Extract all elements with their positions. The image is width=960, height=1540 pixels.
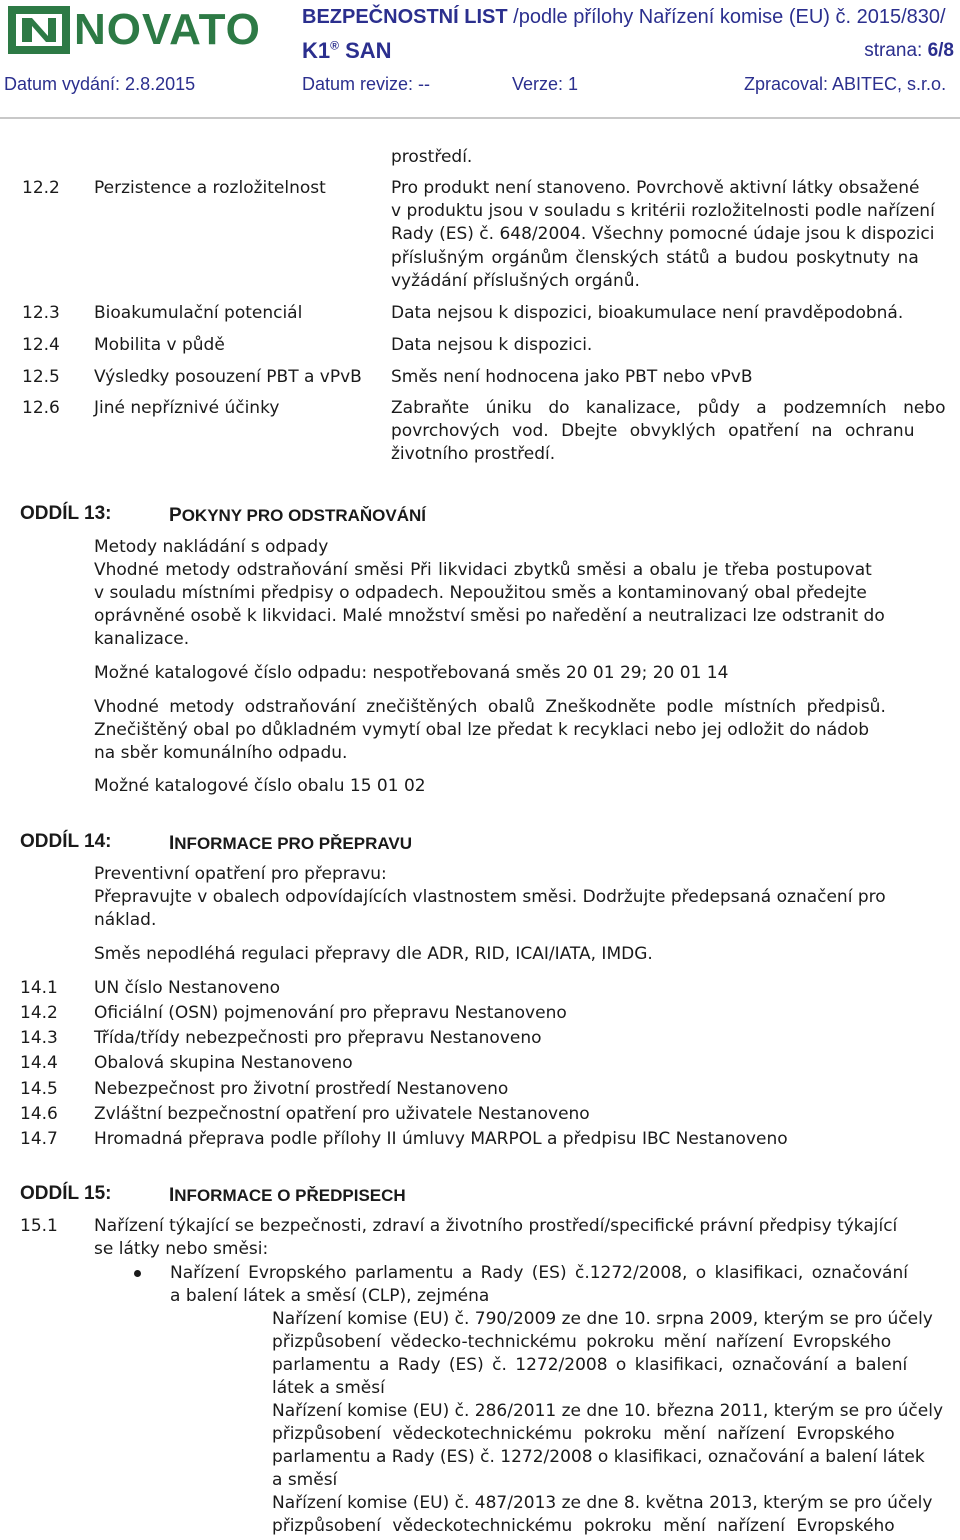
list-item-num: 14.2 (20, 1003, 58, 1023)
list-item: Obalová skupina Nestanoveno (94, 1053, 353, 1073)
regulation-line: parlamentu a Rady (ES) č. 1272/2008 o klasifikaci, označování a balení látek (272, 1447, 925, 1467)
section15-heading: ODDÍL 15: (20, 1183, 112, 1204)
row-12-4-num: 12.4 (22, 335, 60, 355)
novato-logo (8, 4, 293, 58)
section14-p1-line: Přepravujte v obalech odpovídajících vlastnostem směsi. Dodržujte předepsaná označení pro (94, 887, 886, 907)
section13-p1-line: oprávněné osobě k likvidaci. Malé množství směsi po naředění a neutralizaci lze odstranit do (94, 606, 885, 626)
list-item: UN číslo Nestanoveno (94, 978, 281, 998)
section15-bullet-line: a balení látek a směsí (CLP), zejména (170, 1286, 490, 1306)
row-12-5-line: Směs není hodnocena jako PBT nebo vPvB (391, 367, 753, 387)
row-12-2-line: v produktu jsou v souladu s kritérii rozložitelnosti podle nařízení (391, 201, 935, 221)
page-number (864, 40, 954, 62)
logo-text: NOVATO (74, 5, 261, 54)
regulation-line: Nařízení komise (EU) č. 487/2013 ze dne 8. května 2013, kterým se pro účely (272, 1493, 933, 1513)
list-item: Zvláštní bezpečnostní opatření pro uživatele Nestanoveno (94, 1104, 590, 1124)
row-12-2-num: 12.2 (22, 178, 60, 198)
section13-p4: Možné katalogové číslo obalu 15 01 02 (94, 776, 426, 796)
list-item-num: 14.7 (20, 1129, 58, 1149)
list-item: Třída/třídy nebezpečnosti pro přepravu Nestanoveno (94, 1028, 542, 1048)
list-item: Hromadná přeprava podle přílohy II úmluvy MARPOL a předpisu IBC Nestanoveno (94, 1129, 788, 1149)
regulation-line: přizpůsobení vědeckotechnickému pokroku mění nařízení Evropského (272, 1516, 895, 1536)
regulation-line: a směsí (272, 1470, 338, 1490)
list-item-num: 14.3 (20, 1028, 58, 1048)
header-divider (0, 117, 960, 119)
section13-p3-line: Znečištěný obal po důkladném vymytí obal lze předat k recyklaci nebo jej odložit do nádob (94, 720, 870, 740)
row-12-2-line: Rady (ES) č. 648/2004. Všechny pomocné údaje jsou k dispozici (391, 224, 935, 244)
list-item: Nebezpečnost pro životní prostředí Nestanoveno (94, 1079, 509, 1099)
prepared-by: Zpracoval: ABITEC, s.r.o. (744, 74, 947, 94)
row-12-2-line: Pro produkt není stanoveno. Povrchově aktivní látky obsažené (391, 178, 920, 198)
row-12-6-line: Zabraňte úniku do kanalizace, půdy a podzemních nebo (391, 398, 946, 418)
section15-bullet-line: Nařízení Evropského parlamentu a Rady (ES) č.1272/2008, o klasifikaci, označování (170, 1263, 908, 1283)
section13-p1-line: kanalizace. (94, 629, 190, 649)
title-subtitle: /podle přílohy Nařízení komise (EU) č. 2015/830/ (513, 6, 946, 28)
section14-heading: ODDÍL 14: (20, 831, 112, 852)
title-main: BEZPEČNOSTNÍ LIST (302, 6, 508, 28)
row-12-5-label: Výsledky posouzení PBT a vPvB (94, 367, 362, 387)
section13-p1-title: Metody nakládání s odpady (94, 537, 329, 557)
row-12-4-label: Mobilita v půdě (94, 335, 225, 355)
novato-logo-mark-icon (8, 6, 70, 54)
list-item-num: 14.1 (20, 978, 58, 998)
page-value: 6/8 (927, 40, 954, 61)
section13-p1-line: v souladu místními předpisy o odpadech. Nepoužitou směs a kontaminovaný obal předejte (94, 583, 867, 603)
page-label: strana: (864, 40, 923, 61)
row-12-4-line: Data nejsou k dispozici. (391, 335, 593, 355)
section13-p3-line: na sběr komunálního odpadu. (94, 743, 348, 763)
document-header (0, 0, 960, 120)
product-suffix: SAN (345, 38, 392, 63)
regulation-line: přizpůsobení vědecko-technickému pokroku mění nařízení Evropského (272, 1332, 892, 1352)
section15-intro-line: Nařízení týkající se bezpečnosti, zdraví a životního prostředí/specifické právní předpisy týkající (94, 1216, 898, 1236)
list-item: Oficiální (OSN) pojmenování pro přepravu Nestanoveno (94, 1003, 567, 1023)
row-12-2-label: Perzistence a rozložitelnost (94, 178, 326, 198)
list-item-num: 14.4 (20, 1053, 58, 1073)
section13-title: POKYNY PRO ODSTRAŇOVÁNÍ (169, 505, 427, 526)
section15-intro-line: se látky nebo směsi: (94, 1239, 269, 1259)
section15-num: 15.1 (20, 1216, 58, 1236)
section14-p1-line: náklad. (94, 910, 157, 930)
section14-p1-title: Preventivní opatření pro přepravu: (94, 864, 387, 884)
section13-p2: Možné katalogové číslo odpadu: nespotřebovaná směs 20 01 29; 20 01 14 (94, 663, 729, 683)
section12-cont-text: prostředí. (391, 147, 473, 167)
registered-mark-icon: ® (330, 38, 339, 53)
row-12-3-line: Data nejsou k dispozici, bioakumulace není pravděpodobná. (391, 303, 904, 323)
issue-date: Datum vydání: 2.8.2015 (4, 74, 196, 94)
revision-date: Datum revize: -- (302, 74, 431, 94)
product-name (302, 38, 392, 64)
product-code: K1 (302, 38, 331, 63)
version: Verze: 1 (512, 74, 579, 94)
section15-title: INFORMACE O PŘEDPISECH (169, 1185, 406, 1206)
row-12-2-line: příslušným orgánům členských států a budou poskytnuty na (391, 248, 919, 268)
bullet-icon (134, 1270, 141, 1277)
regulation-line: přizpůsobení vědeckotechnickému pokroku mění nařízení Evropského (272, 1424, 895, 1444)
list-item-num: 14.6 (20, 1104, 58, 1124)
regulation-line: látek a směsí (272, 1378, 385, 1398)
section13-heading: ODDÍL 13: (20, 503, 112, 524)
row-12-6-line: životního prostředí. (391, 444, 556, 464)
row-12-3-num: 12.3 (22, 303, 60, 323)
row-12-6-label: Jiné nepříznivé účinky (94, 398, 280, 418)
section14-title: INFORMACE PRO PŘEPRAVU (169, 833, 412, 854)
document-title (302, 4, 946, 30)
regulation-line: Nařízení komise (EU) č. 790/2009 ze dne 10. srpna 2009, kterým se pro účely (272, 1309, 933, 1329)
regulation-line: Nařízení komise (EU) č. 286/2011 ze dne 10. března 2011, kterým se pro účely (272, 1401, 944, 1421)
regulation-line: parlamentu a Rady (ES) č. 1272/2008 o klasifikaci, označování a balení (272, 1355, 908, 1375)
section13-p1-line: Vhodné metody odstraňování směsi Při likvidaci zbytků směsi a obalu je třeba postupovat (94, 560, 872, 580)
row-12-3-label: Bioakumulační potenciál (94, 303, 303, 323)
section14-p2: Směs nepodléhá regulaci přepravy dle ADR, RID, ICAI/IATA, IMDG. (94, 944, 653, 964)
row-12-6-line: povrchových vod. Dbejte obvyklých opatření na ochranu (391, 421, 915, 441)
row-12-6-num: 12.6 (22, 398, 60, 418)
section13-p3-line: Vhodné metody odstraňování znečištěných obalů Zneškodněte podle místních předpisů. (94, 697, 886, 717)
row-12-5-num: 12.5 (22, 367, 60, 387)
row-12-2-line: vyžádání příslušných orgánů. (391, 271, 640, 291)
list-item-num: 14.5 (20, 1079, 58, 1099)
